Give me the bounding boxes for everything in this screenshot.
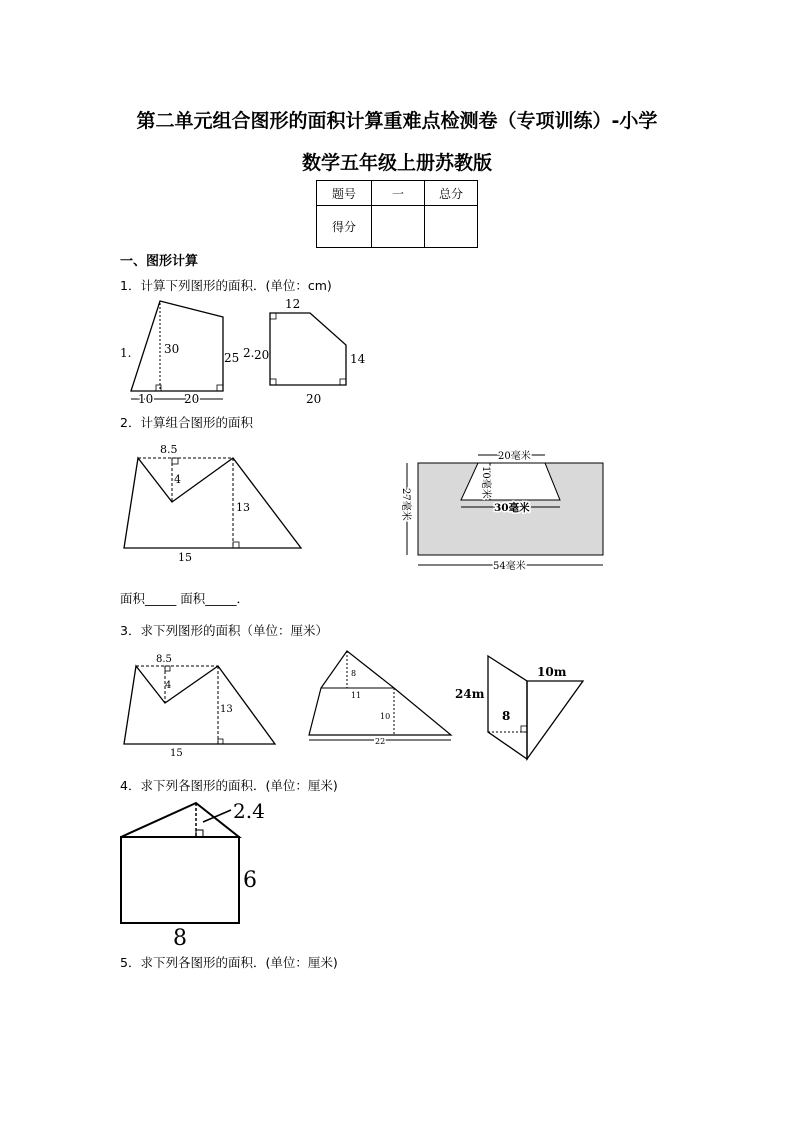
question-1: 1．计算下列图形的面积．(单位：cm)	[120, 278, 332, 293]
composite-shape	[309, 651, 451, 735]
pentagon-shape	[270, 313, 346, 385]
page-title-line1: 第二单元组合图形的面积计算重难点检测卷（专项训练）-小学	[136, 110, 658, 132]
label-mid: 11	[351, 691, 362, 700]
label-top: 8.5	[156, 654, 172, 665]
triangle-shape	[527, 681, 583, 759]
q3-figure-2	[305, 648, 455, 748]
label-base: 22	[375, 737, 386, 746]
score-header-cell: 一	[372, 181, 425, 206]
label-height: 8	[502, 709, 511, 723]
right-angle-mark	[270, 313, 276, 319]
triangle-roof	[121, 803, 239, 837]
q2-figure-1	[120, 440, 310, 565]
right-angle-mark	[217, 385, 223, 391]
label-notch: 4	[174, 473, 181, 486]
label-top: 20毫米	[498, 451, 531, 462]
score-header-cell: 题号	[317, 181, 372, 206]
q4-figure	[115, 798, 275, 950]
label-tri-height: 8	[351, 669, 357, 678]
label-height: 13	[220, 704, 233, 715]
q2-figure-2	[395, 444, 610, 576]
right-angle-mark	[172, 458, 178, 464]
label-height: 6	[243, 868, 257, 893]
page-title-line2: 数学五年级上册苏教版	[301, 152, 492, 174]
q1-figure-2	[240, 295, 370, 410]
score-table	[316, 180, 478, 248]
right-angle-mark	[196, 830, 203, 837]
q3-figure-3	[455, 652, 590, 762]
right-angle-mark	[233, 542, 239, 548]
right-angle-mark	[270, 379, 276, 385]
label-bottom: 20	[306, 392, 322, 406]
composite-shape	[124, 458, 301, 548]
label-trap-bottom: 30毫米	[494, 502, 530, 514]
score-row-label: 得分	[317, 206, 372, 248]
parallelogram-shape	[488, 656, 527, 759]
label-notch: 4	[165, 680, 172, 691]
score-header-cell: 总分	[425, 181, 478, 206]
section-heading: 一、图形计算	[120, 254, 199, 269]
label-rect-height: 27毫米	[400, 488, 411, 521]
trapezoid-cutout	[461, 463, 560, 500]
label-base: 15	[170, 748, 183, 759]
label-right-side: 25	[224, 351, 240, 365]
q1-figure-1	[118, 295, 253, 410]
label-right-base: 20	[184, 392, 200, 406]
question-3: 3．求下列图形的面积（单位：厘米）	[120, 623, 328, 638]
figure-index: 2.	[243, 346, 255, 360]
right-angle-mark	[521, 726, 527, 732]
label-left: 20	[254, 348, 270, 362]
question-5: 5．求下列各图形的面积．(单位：厘米)	[120, 955, 338, 970]
label-trap-height: 10毫米	[480, 466, 491, 499]
q3-figure-1	[120, 650, 285, 760]
label-rect-width: 54毫米	[493, 561, 526, 572]
label-height: 13	[236, 501, 250, 514]
label-height: 30	[164, 342, 180, 356]
label-width: 8	[173, 926, 187, 951]
label-tri-height: 2.4	[233, 799, 265, 823]
label-left: 24m	[455, 687, 485, 701]
label-height: 10	[380, 712, 391, 721]
label-left-base: 10	[138, 392, 154, 406]
label-top: 12	[285, 297, 301, 311]
score-input-cell[interactable]	[372, 206, 425, 248]
composite-shape	[124, 666, 275, 744]
score-input-cell[interactable]	[425, 206, 478, 248]
answer-line: 面积_____ 面积_____．	[120, 591, 249, 606]
right-angle-mark	[340, 379, 346, 385]
question-4: 4．求下列各图形的面积．(单位：厘米)	[120, 778, 338, 793]
figure-index: 1.	[120, 346, 132, 360]
right-angle-mark	[218, 739, 223, 744]
label-base: 15	[178, 551, 192, 564]
rectangle-body	[121, 837, 239, 923]
label-top: 10m	[537, 665, 567, 679]
question-2: 2．计算组合图形的面积	[120, 415, 253, 430]
right-angle-mark	[165, 666, 170, 671]
label-right: 14	[350, 352, 366, 366]
label-top: 8.5	[160, 443, 178, 456]
